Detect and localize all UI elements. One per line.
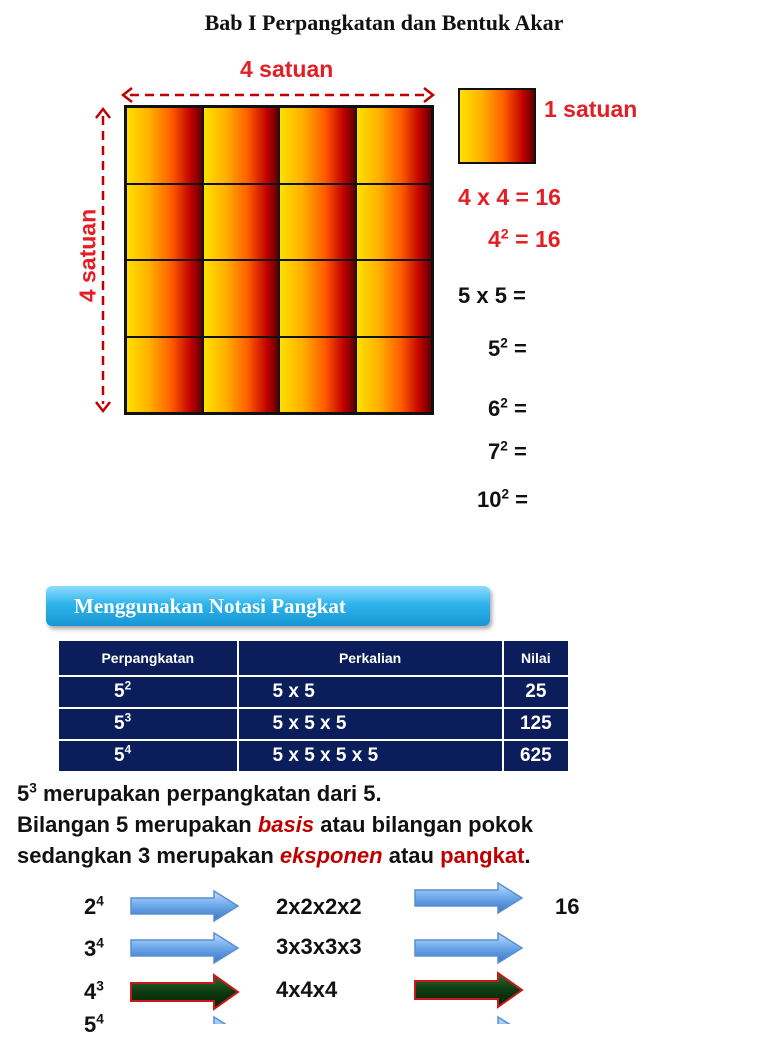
green-arrow-icon	[412, 970, 526, 1010]
example-result: 16	[555, 894, 580, 919]
column-header: Perpangkatan	[58, 640, 238, 676]
blue-arrow-icon	[412, 880, 526, 916]
blue-arrow-icon	[128, 888, 242, 924]
unit-square	[126, 107, 203, 184]
blue-arrow-icon	[128, 930, 242, 966]
side-dimension-label: 4 satuan	[74, 208, 101, 303]
power-cell: $5^2$	[58, 676, 238, 708]
table-header-row	[58, 640, 569, 676]
power-notation-table	[57, 639, 570, 773]
unit-square	[203, 184, 280, 261]
equation-10-squared: $10^2$ =	[477, 486, 529, 512]
unit-square	[279, 260, 356, 337]
unit-square	[356, 337, 433, 414]
equation-4-squared: $4^2 = 16$	[488, 226, 561, 252]
green-arrow-icon	[128, 972, 242, 1012]
top-dimension-label: 4 satuan	[240, 56, 334, 82]
example-multiplication: 3x3x3x3	[276, 934, 362, 959]
term-pangkat: pangkat	[440, 843, 525, 868]
example-power: $5^4$	[84, 1011, 104, 1037]
unit-label: 1 satuan	[544, 96, 638, 122]
value-cell: 25	[503, 676, 569, 708]
equation-6-squared: $6^2$ =	[488, 395, 527, 421]
example-power: $2^4$	[84, 893, 104, 919]
unit-square	[126, 184, 203, 261]
explanation-line-3: sedangkan 3 merupakan eksponen atau pangkat.	[17, 843, 531, 868]
column-header: Nilai	[503, 640, 569, 676]
unit-square	[356, 184, 433, 261]
multiplication-cell: 5 x 5 x 5	[238, 708, 503, 740]
power-cell: $5^4$	[58, 740, 238, 772]
width-dimension-arrow	[118, 84, 438, 106]
example-power: $4^3$	[84, 978, 104, 1004]
page-title: Bab I Perpangkatan dan Bentuk Akar	[204, 10, 564, 35]
explanation-line-1: $5^3$ merupakan perpangkatan dari 5.	[17, 780, 382, 806]
term-basis: basis	[257, 812, 315, 837]
equation-5-squared: $5^2$ =	[488, 335, 527, 361]
unit-square	[203, 107, 280, 184]
unit-square	[279, 107, 356, 184]
unit-square	[126, 260, 203, 337]
value-cell: 125	[503, 708, 569, 740]
equation-4x4: 4 x 4 = 16	[458, 184, 561, 210]
column-header: Perkalian	[238, 640, 503, 676]
example-power: $3^4$	[84, 935, 104, 961]
unit-square	[279, 337, 356, 414]
unit-square	[356, 260, 433, 337]
unit-square	[203, 337, 280, 414]
single-unit-square	[458, 88, 536, 164]
table-row	[58, 740, 569, 772]
unit-square	[279, 184, 356, 261]
section-banner: Menggunakan Notasi Pangkat	[46, 586, 490, 626]
table-row	[58, 676, 569, 708]
multiplication-cell: 5 x 5 x 5 x 5	[238, 740, 503, 772]
square-grid	[124, 105, 434, 415]
table-row	[58, 708, 569, 740]
example-multiplication: 2x2x2x2	[276, 894, 362, 919]
blue-arrow-icon	[412, 1014, 526, 1024]
example-multiplication: 4x4x4	[276, 977, 338, 1002]
value-cell: 625	[503, 740, 569, 772]
unit-square	[356, 107, 433, 184]
explanation-line-2: Bilangan 5 merupakan basis atau bilangan pokok	[17, 812, 533, 837]
blue-arrow-icon	[128, 1014, 242, 1024]
explanation-paragraph	[17, 778, 533, 871]
term-eksponen: eksponen	[279, 843, 383, 868]
equation-7-squared: $7^2$ =	[488, 438, 527, 464]
unit-square	[203, 260, 280, 337]
multiplication-cell: 5 x 5	[238, 676, 503, 708]
blue-arrow-icon	[412, 930, 526, 966]
unit-square	[126, 337, 203, 414]
power-cell: $5^3$	[58, 708, 238, 740]
equation-5x5: 5 x 5 =	[458, 283, 526, 308]
